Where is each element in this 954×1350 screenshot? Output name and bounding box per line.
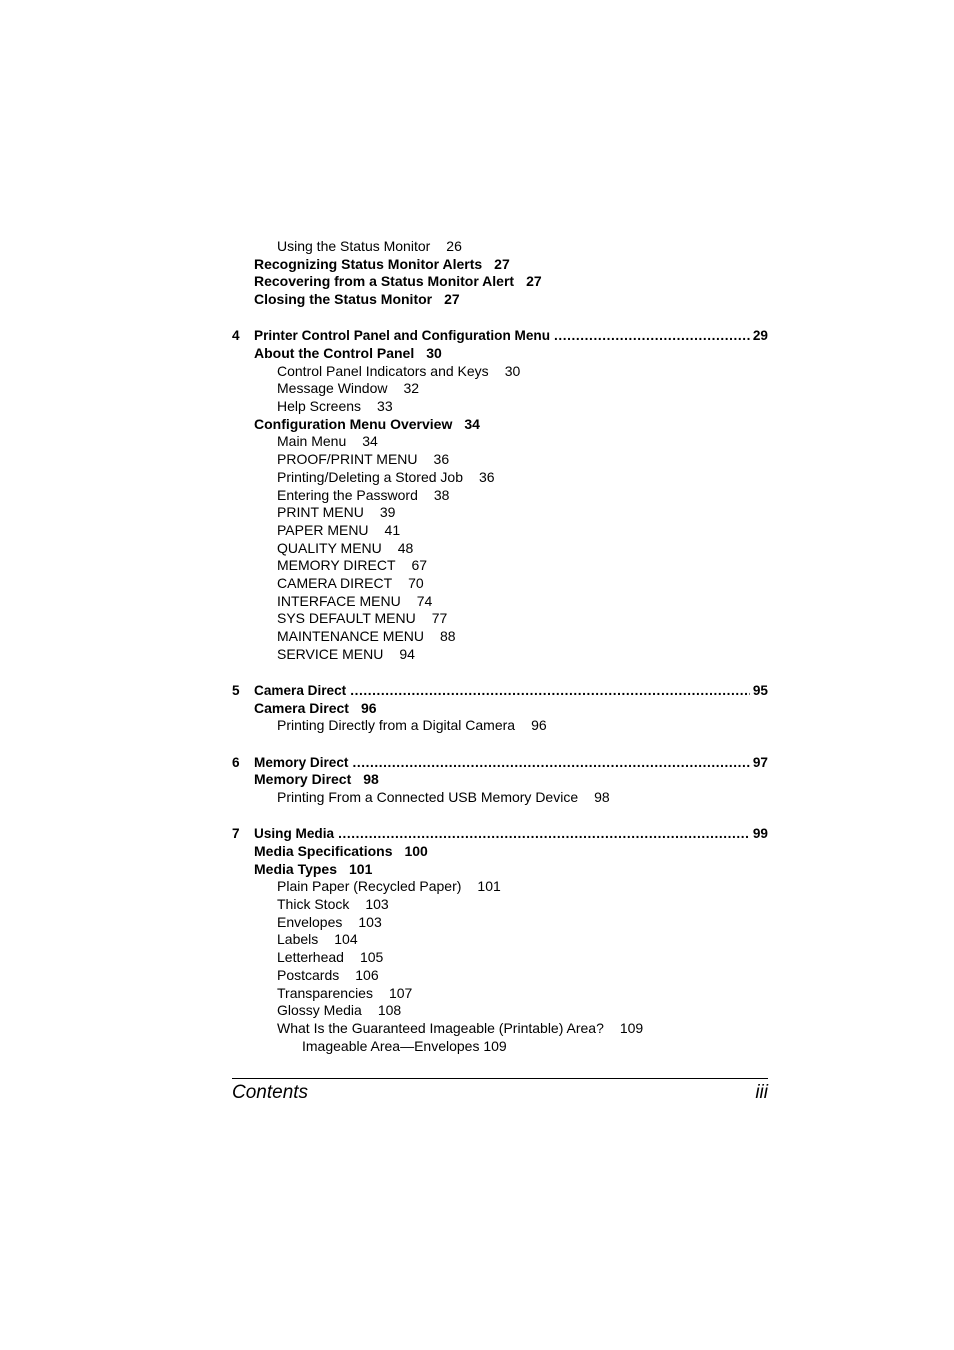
toc-entry[interactable]: [232, 398, 768, 416]
toc-entry-page: 88: [440, 628, 456, 645]
toc-section-page: 34: [464, 415, 480, 432]
toc-entry-title: QUALITY MENU: [277, 539, 382, 556]
toc-entry-page: 33: [377, 398, 393, 415]
chapter-number: 6: [232, 754, 240, 770]
toc-entry-title: What Is the Guaranteed Imageable (Printable) Area?: [277, 1019, 604, 1036]
toc-entry-title: Printing From a Connected USB Memory Device: [277, 789, 579, 806]
toc-section-page: 98: [363, 771, 379, 788]
toc-section-title: Media Specifications: [254, 843, 393, 859]
toc-section-page: 27: [494, 255, 510, 272]
toc-chapter-6[interactable]: [232, 754, 768, 772]
toc-entry[interactable]: [232, 985, 768, 1003]
toc-entry-page: 107: [388, 984, 413, 1001]
chapter-page: 95: [752, 683, 768, 698]
toc-section[interactable]: [232, 291, 768, 309]
toc-entry-page: 36: [433, 451, 450, 468]
toc-entry-page: 67: [411, 557, 428, 574]
toc-entry[interactable]: [232, 610, 768, 628]
toc-entry-page: 109: [619, 1019, 644, 1036]
toc-section-title: Recognizing Status Monitor Alerts: [254, 255, 483, 272]
toc-entry[interactable]: [232, 557, 768, 575]
chapter-page: 99: [752, 826, 768, 842]
toc-chapter-7[interactable]: [232, 825, 768, 843]
toc-section-page: 101: [349, 860, 373, 877]
spacer: [232, 309, 768, 328]
toc-entry-page: 103: [365, 896, 389, 913]
toc-entry-title: Using the Status Monitor: [277, 238, 431, 254]
toc-entry-title: SERVICE MENU: [277, 645, 384, 662]
toc-entry-page: 41: [384, 521, 401, 538]
toc-section[interactable]: [232, 843, 768, 861]
toc-entry[interactable]: [232, 789, 768, 807]
toc-entry[interactable]: [232, 878, 768, 896]
toc-section-title: Media Types: [254, 860, 337, 877]
toc-entry-page: 38: [433, 486, 450, 503]
toc-entry-page: 105: [359, 949, 384, 966]
toc-entry-title: Help Screens: [277, 398, 362, 415]
toc-entry-page: 70: [408, 574, 424, 591]
toc-entry[interactable]: [232, 238, 768, 256]
toc-subentry[interactable]: [232, 1038, 768, 1056]
toc-entry-title: Postcards: [277, 966, 340, 983]
toc-entry-title: CAMERA DIRECT: [277, 574, 393, 591]
chapter-title: Using Media: [254, 826, 335, 842]
toc-entry[interactable]: [232, 575, 768, 593]
toc-section-title: About the Control Panel: [254, 345, 415, 362]
toc-entry-title: Glossy Media: [277, 1002, 362, 1019]
toc-section[interactable]: [232, 345, 768, 363]
toc-section-page: 100: [404, 843, 428, 859]
toc-entry[interactable]: [232, 504, 768, 522]
toc-entry-title: Printing Directly from a Digital Camera: [277, 717, 516, 734]
toc-section-title: Closing the Status Monitor: [254, 291, 433, 308]
spacer: [232, 807, 768, 826]
toc-section[interactable]: [232, 771, 768, 789]
toc-entry[interactable]: [232, 949, 768, 967]
footer-title: Contents: [232, 1082, 309, 1103]
toc-entry-title: Transparencies: [277, 984, 373, 1001]
toc-entry-page: 30: [504, 362, 521, 379]
toc-section-page: 27: [444, 291, 460, 308]
chapter-number: 4: [232, 328, 240, 344]
toc-section-title: Memory Direct: [254, 771, 352, 788]
toc-entry[interactable]: [232, 593, 768, 611]
toc-entry-title: PAPER MENU: [277, 521, 369, 538]
toc-entry-page: 96: [531, 717, 547, 734]
toc-entry[interactable]: [232, 433, 768, 451]
footer-rule: [232, 1078, 768, 1079]
toc-entry-title: SYS DEFAULT MENU: [277, 610, 416, 627]
toc-entry-page: 94: [399, 645, 415, 662]
spacer: [232, 663, 768, 682]
chapter-page: 29: [752, 328, 768, 344]
toc-entry-page: 108: [377, 1002, 402, 1019]
toc-entry[interactable]: [232, 540, 768, 558]
toc-section-title: Configuration Menu Overview: [254, 415, 453, 432]
toc-section-title: Recovering from a Status Monitor Alert: [254, 273, 515, 290]
toc-entry[interactable]: [232, 1020, 768, 1038]
toc-section-page: 96: [360, 699, 377, 716]
toc-entry[interactable]: [232, 914, 768, 932]
toc-entry-title: Printing/Deleting a Stored Job: [277, 468, 463, 485]
toc-entry[interactable]: [232, 646, 768, 664]
toc-entry-page: 103: [358, 913, 382, 930]
toc-entry[interactable]: [232, 1002, 768, 1020]
toc-entry-title: PROOF/PRINT MENU: [277, 451, 418, 468]
toc-entry[interactable]: [232, 628, 768, 646]
chapter-title: Memory Direct: [254, 754, 349, 770]
toc-entry[interactable]: [232, 380, 768, 398]
toc-entry[interactable]: [232, 931, 768, 949]
dot-leader: [554, 327, 750, 345]
toc-entry-page: 32: [403, 380, 420, 397]
chapter-title: Printer Control Panel and Configuration Menu: [254, 328, 551, 344]
table-of-contents: [232, 238, 768, 1055]
toc-entry[interactable]: [232, 363, 768, 381]
dot-leader: [352, 754, 749, 772]
toc-entry[interactable]: [232, 487, 768, 505]
toc-section-page: 30: [426, 345, 442, 362]
dot-leader: [350, 682, 750, 700]
toc-entry-page: 34: [362, 433, 378, 450]
toc-entry-title: MAINTENANCE MENU: [277, 628, 425, 645]
toc-entry-page: 39: [379, 504, 396, 521]
toc-section-page: 27: [526, 273, 542, 290]
toc-entry-page: 104: [334, 931, 358, 948]
chapter-title: Camera Direct: [254, 683, 347, 698]
toc-section-title: Camera Direct: [254, 699, 349, 716]
toc-entry-title: INTERFACE MENU: [277, 592, 401, 609]
toc-entry[interactable]: [232, 522, 768, 540]
toc-entry-title: Letterhead: [277, 949, 344, 966]
footer-page-number: iii: [755, 1082, 768, 1103]
page-footer: [232, 1081, 768, 1105]
toc-section[interactable]: [232, 273, 768, 291]
toc-entry-title: Message Window: [277, 380, 388, 397]
toc-entry[interactable]: [232, 896, 768, 914]
toc-entry-page: 48: [397, 539, 414, 556]
toc-entry-title: Thick Stock: [277, 896, 350, 913]
toc-entry-title: Envelopes: [277, 913, 343, 930]
toc-entry-page: 26: [446, 238, 462, 254]
toc-entry-title: Labels: [277, 931, 319, 948]
dot-leader: [338, 825, 750, 843]
toc-entry[interactable]: [232, 451, 768, 469]
toc-entry[interactable]: [232, 717, 768, 735]
toc-subentry-title: Imageable Area—Envelopes 109: [302, 1037, 507, 1054]
toc-entry-title: Control Panel Indicators and Keys: [277, 362, 489, 379]
toc-entry-title: MEMORY DIRECT: [277, 557, 396, 574]
toc-entry-page: 36: [479, 468, 495, 485]
toc-entry[interactable]: [232, 469, 768, 487]
chapter-number: 5: [232, 683, 240, 698]
toc-entry-title: Plain Paper (Recycled Paper): [277, 878, 462, 895]
chapter-page: 97: [752, 754, 768, 770]
toc-entry-page: 74: [416, 592, 433, 609]
toc-entry-page: 77: [431, 610, 448, 627]
toc-section[interactable]: [232, 861, 768, 879]
toc-section[interactable]: [232, 416, 768, 434]
toc-section[interactable]: [232, 256, 768, 274]
toc-entry-page: 101: [477, 878, 501, 895]
toc-section[interactable]: [232, 700, 768, 718]
toc-entry-title: Main Menu: [277, 433, 347, 450]
toc-entry-title: Entering the Password: [277, 486, 418, 503]
toc-chapter-4[interactable]: [232, 327, 768, 345]
toc-entry-page: 106: [355, 966, 379, 983]
spacer: [232, 735, 768, 754]
chapter-number: 7: [232, 826, 240, 842]
toc-entry-page: 98: [594, 789, 610, 806]
toc-entry[interactable]: [232, 967, 768, 985]
toc-entry-title: PRINT MENU: [277, 504, 364, 521]
toc-chapter-5[interactable]: [232, 682, 768, 700]
